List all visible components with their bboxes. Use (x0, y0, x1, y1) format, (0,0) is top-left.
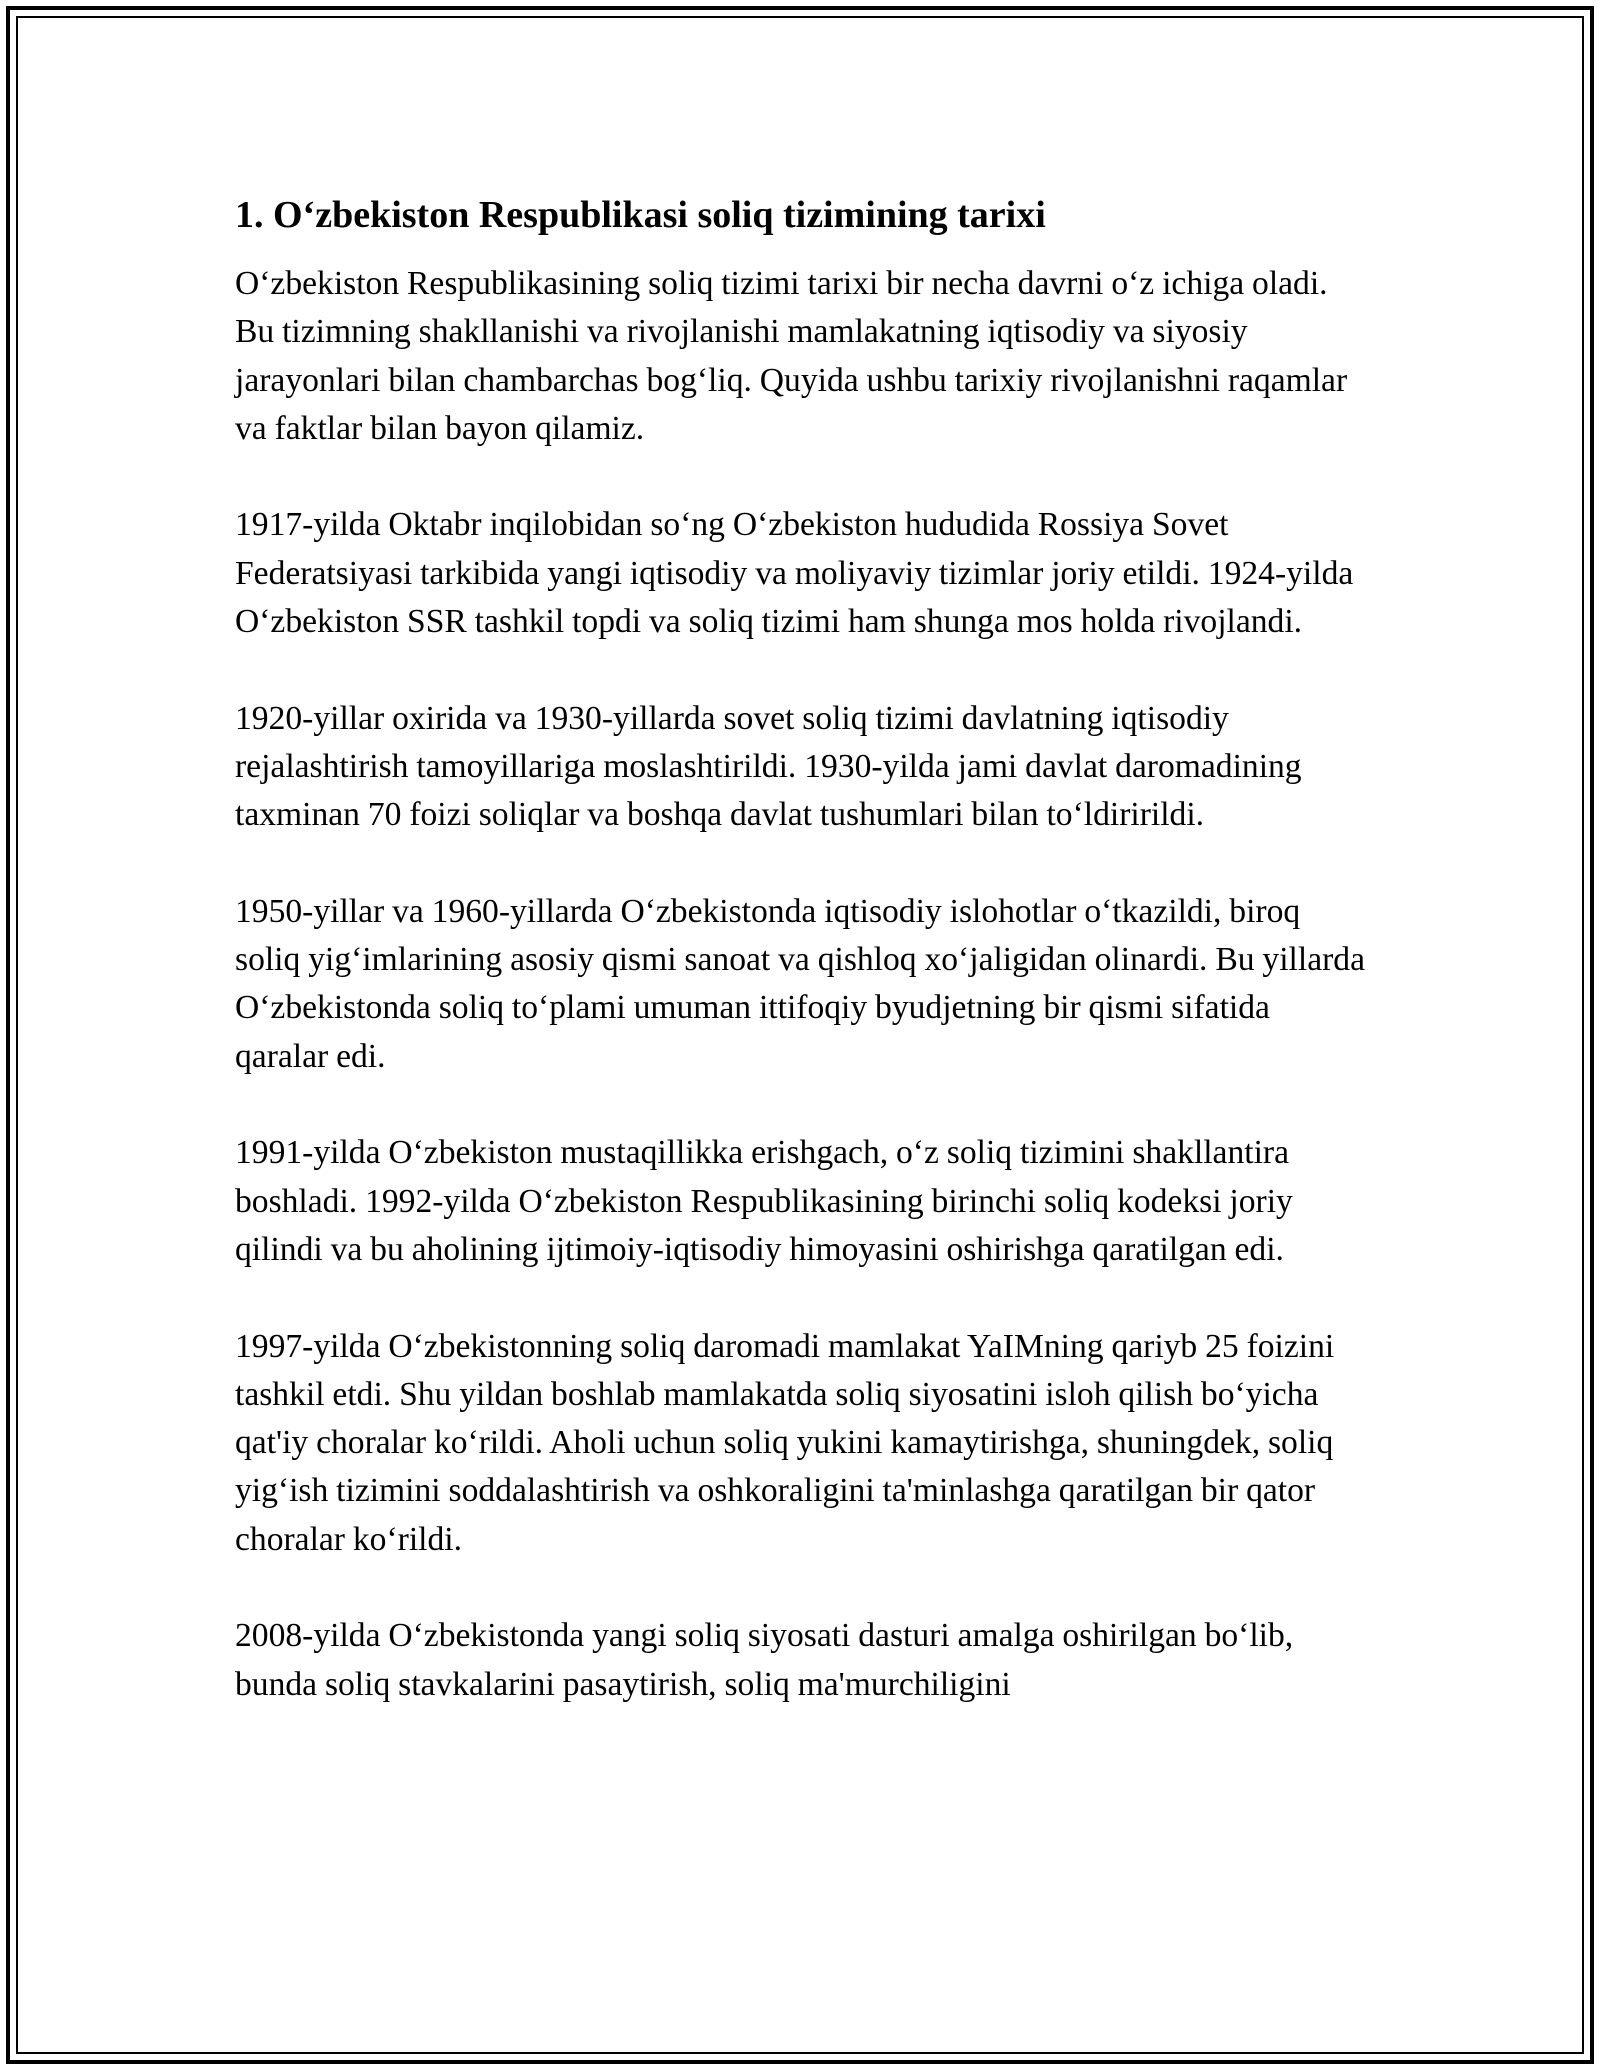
paragraph-1917: 1917-yilda Oktabr inqilobidan so‘ng O‘zbekiston hududida Rossiya Sovet Federatsiyasi tarkibida yangi iqtisodiy va moliyaviy tizimlar joriy etildi. 1924-yilda O‘zbekiston SSR tashkil topdi va soliq tizimi ham shunga mos holda rivojlandi. (235, 506, 1354, 641)
paragraph-1920s: 1920-yillar oxirida va 1930-yillarda sovet soliq tizimi davlatning iqtisodiy rejalashtirish tamoyillariga moslashtirildi. 1930-yilda jami davlat daromadining taxminan 70 foizi soliqlar va boshqa davlat tushumlari bilan to‘ldiririldi. (235, 699, 1302, 834)
document-body (235, 180, 1365, 1709)
page-title: 1. O‘zbekiston Respublikasi soliq tizimining tarixi (235, 194, 1046, 236)
paragraph-2008: 2008-yilda O‘zbekistonda yangi soliq siyosati dasturi amalga oshirilgan bo‘lib, bunda soliq stavkalarini pasaytirish, soliq ma'murchiligini (235, 1617, 1294, 1703)
paragraph-1991: 1991-yilda O‘zbekiston mustaqillikka erishgach, o‘z soliq tizimini shakllantira boshladi. 1992-yilda O‘zbekiston Respublikasining birinchi soliq kodeksi joriy qilindi va bu aholining ijtimoiy-iqtisodiy himoyasini oshirishga qaratilgan edi. (235, 1134, 1293, 1268)
paragraph-intro: O‘zbekiston Respublikasining soliq tizimi tarixi bir necha davrni o‘z ichiga oladi. Bu tizimning shakllanishi va rivojlanishi mamlakatning iqtisodiy va siyosiy jarayonlari bilan chambarchas bog‘liq. Quyida ushbu tarixiy rivojlanishni raqamlar va faktlar bilan bayon qilamiz. (235, 265, 1348, 447)
paragraph-1997: 1997-yilda O‘zbekistonning soliq daromadi mamlakat YaIMning qariyb 25 foizini tashkil etdi. Shu yildan boshlab mamlakatda soliq siyosatini isloh qilish bo‘yicha qat'iy choralar ko‘rildi. Aholi uchun soliq yukini kamaytirishga, shuningdek, soliq yig‘ish tizimini soddalashtirish va oshkoraligini ta'minlashga qaratilgan bir qator choralar ko‘rildi. (235, 1327, 1335, 1558)
paragraph-1950s: 1950-yillar va 1960-yillarda O‘zbekistonda iqtisodiy islohotlar o‘tkazildi, biroq soliq yig‘imlarining asosiy qismi sanoat va qishloq xo‘jaligidan olinardi. Bu yillarda O‘zbekistonda soliq to‘plami umuman ittifoqiy byudjetning bir qismi sifatida qaralar edi. (235, 892, 1365, 1075)
